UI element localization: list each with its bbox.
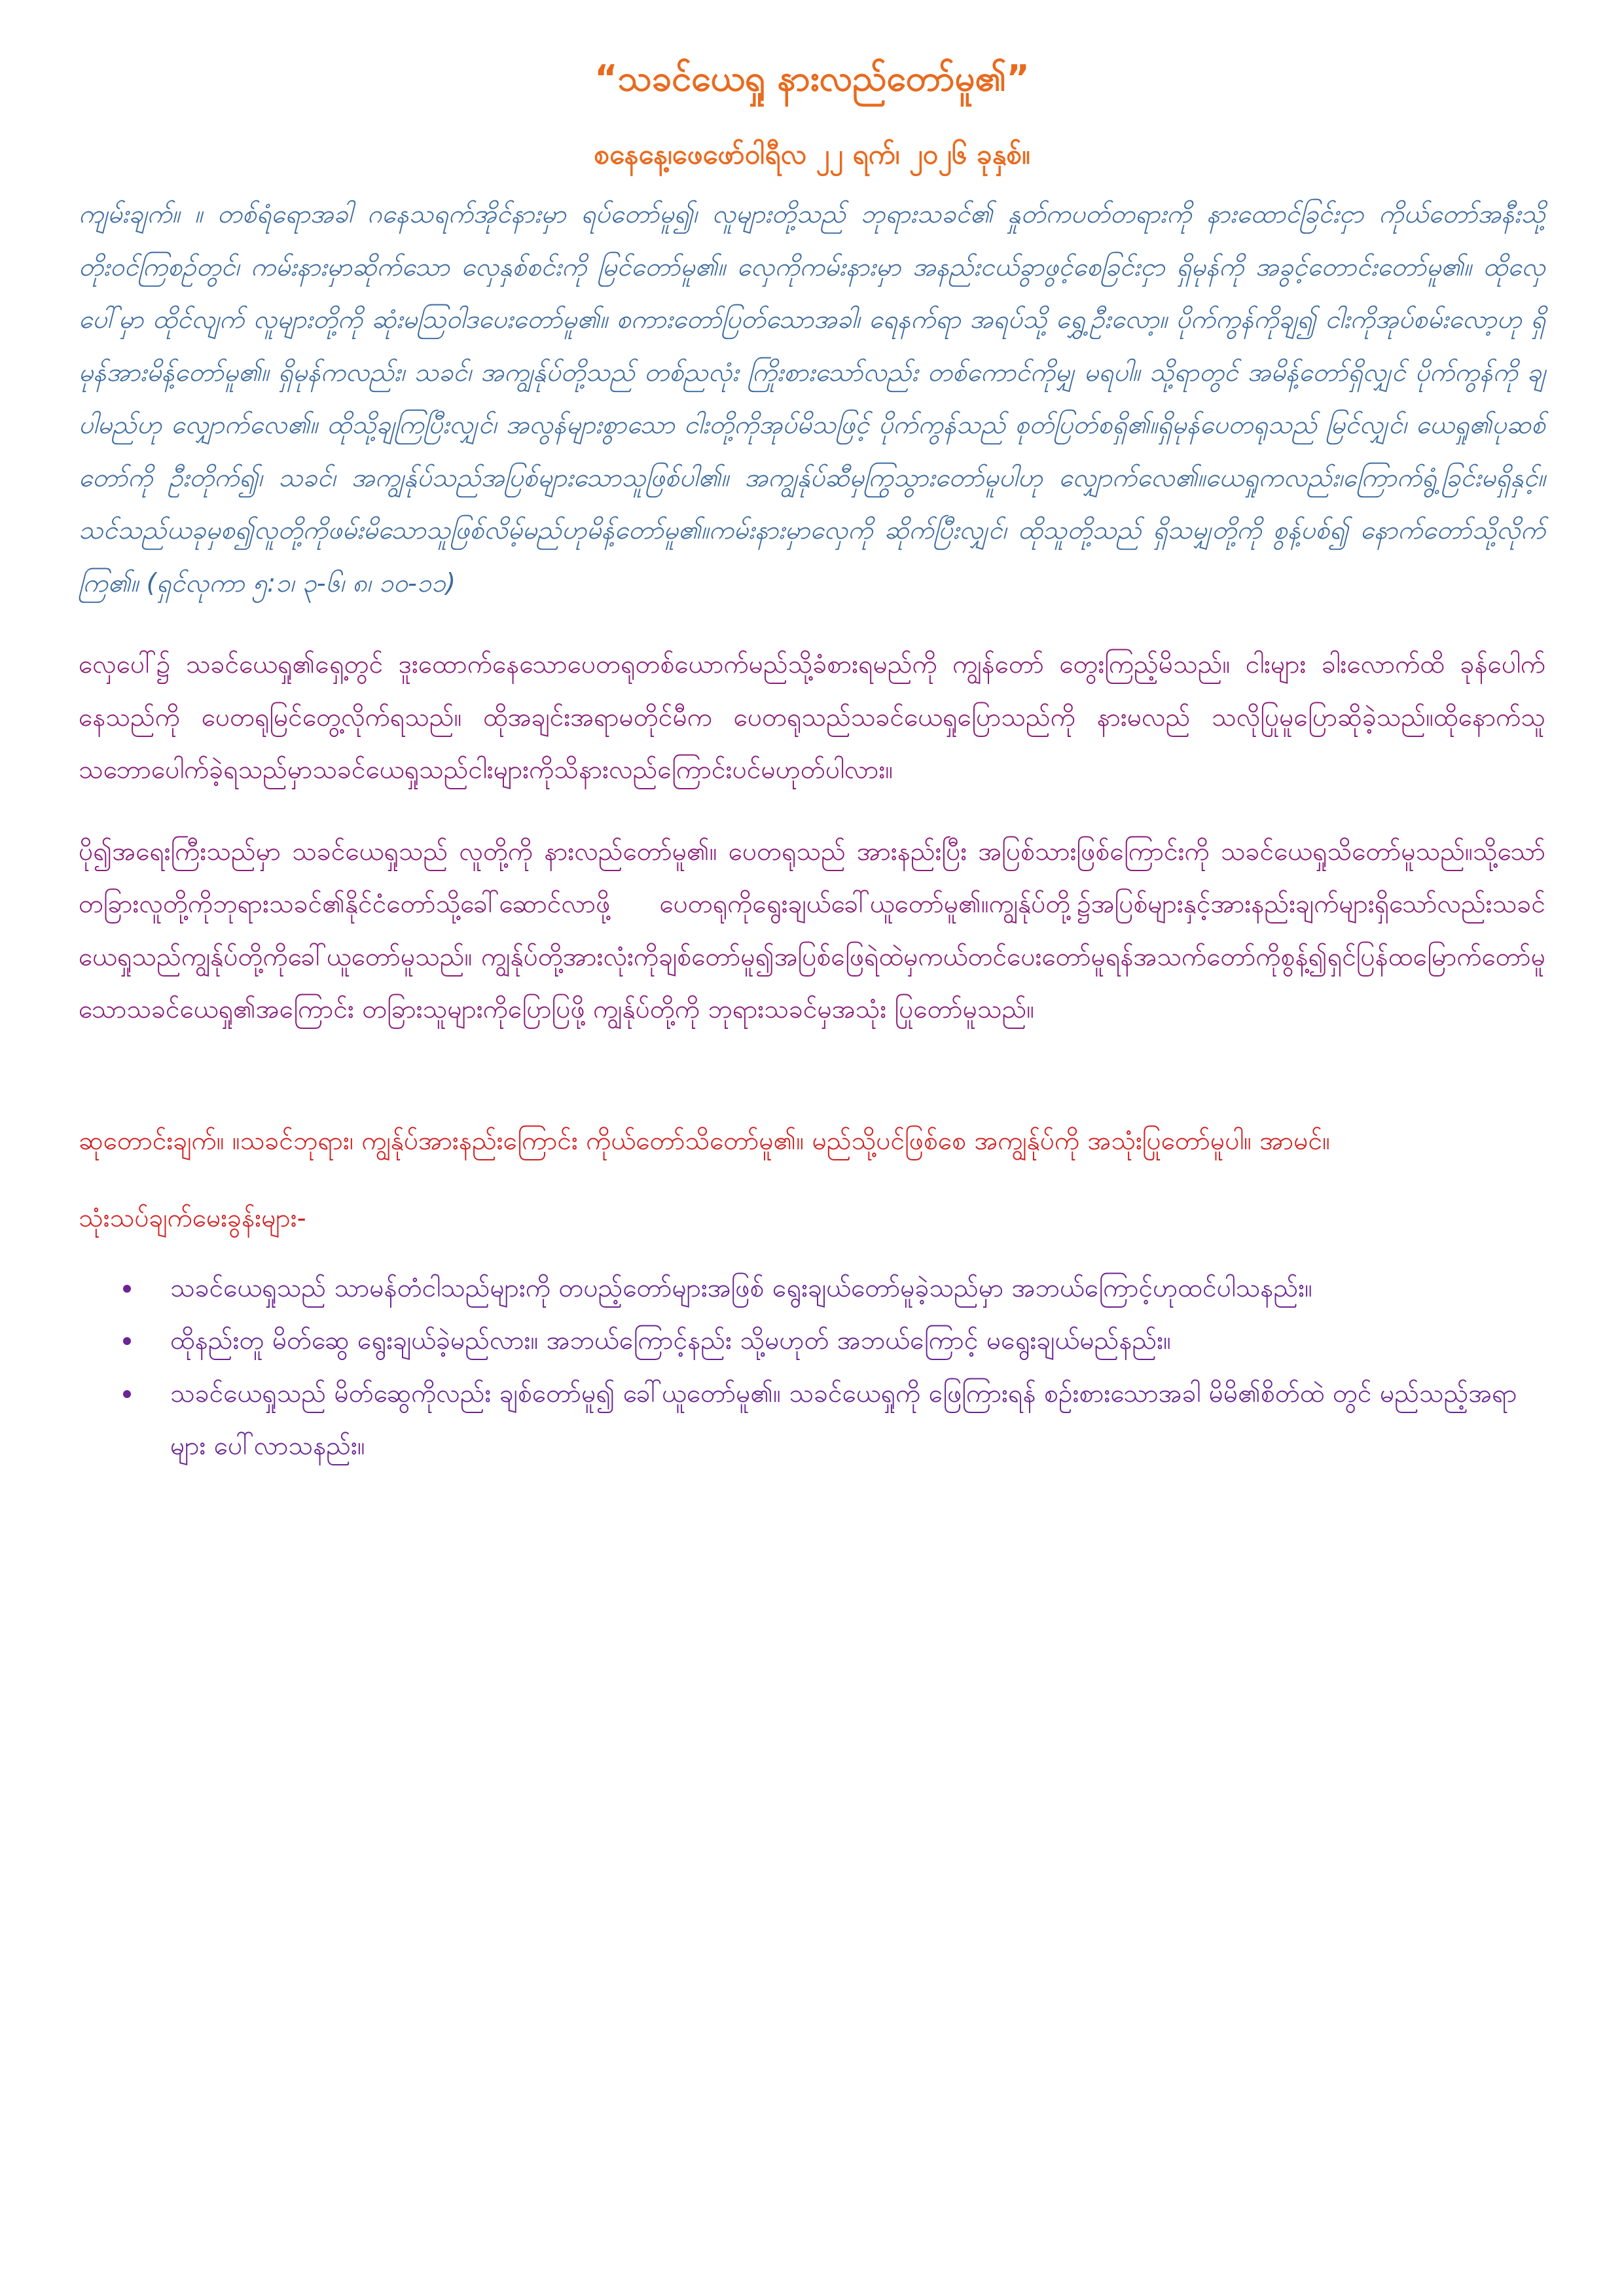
date-line: စနေနေ့၊ဖေဖော်ဝါရီလ ၂၂ ရက်၊ ၂၀၂၆ ခုနှစ်။ — [594, 138, 1030, 170]
question-item — [170, 1263, 1545, 1316]
reflection-questions-list — [79, 1263, 1545, 1473]
question-text: သခင်ယေရှုသည် မိတ်ဆွေကိုလည်း ချစ်တော်မူ၍ ခေါ်ယူတော်မူ၏။ သခင်ယေရှုကို ဖြေကြားရန် စဉ်းစားသောအခါ မိမိ၏စိတ်ထဲ တွင် မည်သည့်အရာများ ပေါ်လာသနည်း။ — [170, 1378, 1517, 1461]
scripture-passage: ကျမ်းချက်။ ။ တစ်ရံရောအခါ ဂနေသရက်အိုင်နားမှာ ရပ်တော်မူ၍၊ လူများတို့သည် ဘုရားသခင်၏ နှုတ်ကပတ်တရားကို နားထောင်ခြင်းငှာ ကိုယ်တော်အနီးသို့ တိုးဝင်ကြစဉ်တွင်၊ ကမ်းနားမှာဆိုက်သော လှေနှစ်စင်းကို မြင်တော်မူ၏။ လှေကိုကမ်းနားမှာ အနည်းငယ်ခွာဖွင့်စေခြင်းငှာ ရှိမုန်ကို အခွင့်တောင်းတော်မူ၏။ ထိုလှေပေါ်မှာ ထိုင်လျက် လူများတို့ကို ဆုံးမဩဝါဒပေးတော်မူ၏။ စကားတော်ပြတ်သောအခါ၊ ရေနက်ရာ အရပ်သို့ ရွှေ့ဦးလော့။ ပိုက်ကွန်ကိုချ၍ ငါးကိုအုပ်စမ်းလော့ဟု ရှိမုန်အားမိန့်တော်မူ၏။ ရှိမုန်ကလည်း၊ သခင်၊ အကျွန်ုပ်တို့သည် တစ်ညလုံး ကြိုးစားသော်လည်း တစ်ကောင်ကိုမျှ မရပါ။ သို့ရာတွင် အမိန့်တော်ရှိလျှင် ပိုက်ကွန်ကို ချပါမည်ဟု လျှောက်လေ၏။ ထိုသို့ချကြပြီးလျှင်၊ အလွန်များစွာသော ငါးတို့ကိုအုပ်မိသဖြင့် ပိုက်ကွန်သည် စုတ်ပြတ်စရှိ၏။ရှိမုန်ပေတရုသည် မြင်လျှင်၊ ယေရှု၏ပုဆစ်တော်ကို ဦးတိုက်၍၊ သခင်၊ အကျွန်ုပ်သည်အပြစ်များသောသူဖြစ်ပါ၏။ အကျွန်ုပ်ဆီမှကြွသွားတော်မူပါဟု လျှောက်လေ၏။ယေရှုကလည်း၊ကြောက်ရွံ့ခြင်းမရှိနှင့်။ သင်သည်ယခုမှစ၍လူတို့ကိုဖမ်းမိသောသူဖြစ်လိမ့်မည်ဟုမိန့်တော်မူ၏။ကမ်းနားမှာလှေကို ဆိုက်ပြီးလျှင်၊ ထိုသူတို့သည် ရှိသမျှတို့ကို စွန့်ပစ်၍ နောက်တော်သို့လိုက်ကြ၏။ (ရှင်လုကာ ၅:၁၊ ၃-၆၊ ၈၊ ၁၀-၁၁) — [79, 200, 1545, 598]
question-text: သခင်ယေရှုသည် သာမန်တံငါသည်များကို တပည့်တော်များအဖြစ် ရွေးချယ်တော်မူခဲ့သည်မှာ အဘယ်ကြောင့်ဟုထင်ပါသနည်း။ — [170, 1273, 1312, 1303]
bullet-icon — [123, 1285, 131, 1293]
question-item — [170, 1368, 1545, 1473]
body-paragraph-2: ပို၍အရေးကြီးသည်မှာ သခင်ယေရှုသည် လူတို့ကို နားလည်တော်မူ၏။ ပေတရုသည် အားနည်းပြီး အပြစ်သားဖြစ်ကြောင်းကို သခင်ယေရှုသိတော်မူသည်။သို့သော်တခြားလူတို့ကိုဘုရားသခင်၏နိုင်ငံတော်သို့ခေါ်ဆောင်လာဖို့ ပေတရုကိုရွေးချယ်ခေါ်ယူတော်မူ၏။ကျွန်ုပ်တို့၌အပြစ်များနှင့်အားနည်းချက်များရှိသော်လည်းသခင်ယေရှုသည်ကျွန်ုပ်တို့ကိုခေါ်ယူတော်မူသည်။ ကျွန်ုပ်တို့အားလုံးကိုချစ်တော်မူ၍အပြစ်ဖြေရဲထဲမှကယ်တင်ပေးတော်မူရန်အသက်တော်ကိုစွန့်၍ရှင်ပြန်ထမြောက်တော်မူသောသခင်ယေရှု၏အကြောင်း တခြားသူများကိုပြောပြဖို့ ကျွန်ုပ်တို့ကို ဘုရားသခင်မှအသုံး ပြုတော်မူသည်။ — [79, 836, 1545, 1024]
section-spacer — [79, 1066, 1545, 1115]
prayer: ဆုတောင်းချက်။ ။သခင်ဘုရား၊ ကျွန်ုပ်အားနည်းကြောင်း ကိုယ်တော်သိတော်မူ၏။ မည်သို့ပင်ဖြစ်စေ အကျွန်ုပ်ကို အသုံးပြုတော်မူပါ။ အာမင်။ — [79, 1126, 1330, 1156]
question-item — [170, 1315, 1545, 1368]
bullet-icon — [123, 1390, 131, 1398]
body-paragraph-1: လှေပေါ်၌ သခင်ယေရှု၏ရှေ့တွင် ဒူးထောက်နေသောပေတရုတစ်ယောက်မည်သို့ခံစားရမည်ကို ကျွန်တော် တွေးကြည့်မိသည်။ ငါးများ ခါးလောက်ထိ ခုန်ပေါက်နေသည်ကို ပေတရုမြင်တွေ့လိုက်ရသည်။ ထိုအချင်းအရာမတိုင်မီက ပေတရုသည်သခင်ယေရှုပြောသည်ကို နားမလည် သလိုပြုမူပြောဆိုခဲ့သည်။ထိုနောက်သူသဘောပေါက်ခဲ့ရသည်မှာသခင်ယေရှုသည်ငါးများကိုသိနားလည်ကြောင်းပင်မဟုတ်ပါလား။ — [79, 650, 1545, 785]
question-text: ထိုနည်းတူ မိတ်ဆွေ ရွေးချယ်ခဲ့မည်လား။ အဘယ်ကြောင့်နည်း သို့မဟုတ် အဘယ်ကြောင့် မရွေးချယ်မည်နည်း။ — [170, 1326, 1171, 1355]
page-title: “သခင်ယေရှု နားလည်တော်မူ၏” — [594, 58, 1030, 99]
reflection-questions-heading: သုံးသပ်ချက်မေးခွန်းများ- — [79, 1204, 306, 1233]
bullet-icon — [123, 1337, 131, 1345]
